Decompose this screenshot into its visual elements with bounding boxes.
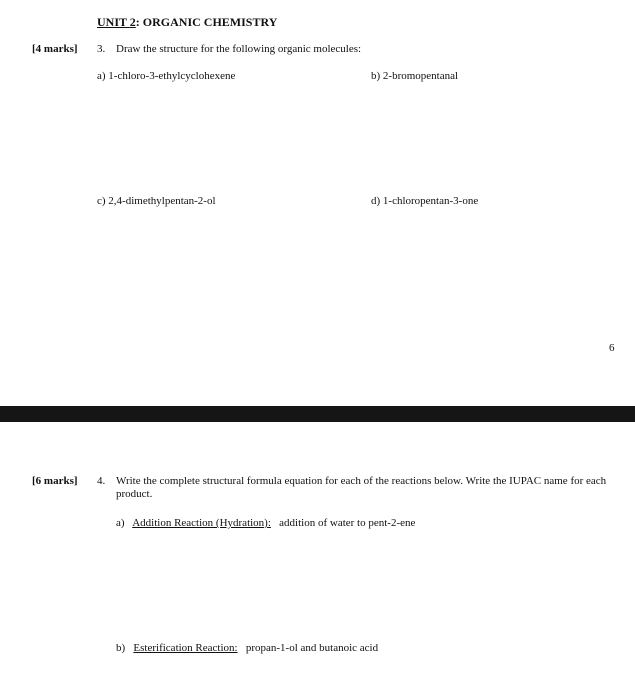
q4-b-label: b): [116, 642, 126, 654]
q4-a-title: Addition Reaction (Hydration):: [132, 517, 271, 529]
unit-title: : ORGANIC CHEMISTRY: [135, 15, 278, 29]
q4-b-title: Esterification Reaction:: [133, 642, 238, 654]
q4-a-label: a): [116, 517, 125, 529]
q3-item-d: d) 1-chloropentan-3-one: [371, 195, 479, 207]
q4-part-b: [116, 642, 378, 654]
q4-part-a: [116, 517, 415, 529]
q4-marks: [6 marks]: [32, 475, 78, 487]
unit-label: UNIT 2: [97, 15, 136, 29]
q4-a-text: addition of water to pent-2-ene: [279, 517, 416, 529]
q3-number: 3.: [97, 43, 106, 55]
page-divider: [0, 406, 635, 422]
page-number: 6: [609, 342, 615, 354]
q3-item-c: c) 2,4-dimethylpentan-2-ol: [97, 195, 216, 207]
q3-marks: [4 marks]: [32, 43, 78, 55]
q3-item-a: a) 1-chloro-3-ethylcyclohexene: [97, 70, 236, 82]
q4-prompt: Write the complete structural formula equation for each of the reactions below. Write the IUPAC name for each product.: [116, 475, 607, 500]
q4-b-text: propan-1-ol and butanoic acid: [245, 642, 379, 654]
q4-number: 4.: [97, 475, 106, 487]
q3-prompt: Draw the structure for the following organic molecules:: [116, 43, 362, 55]
unit-heading: [97, 15, 277, 30]
q3-item-b: b) 2-bromopentanal: [371, 70, 459, 82]
